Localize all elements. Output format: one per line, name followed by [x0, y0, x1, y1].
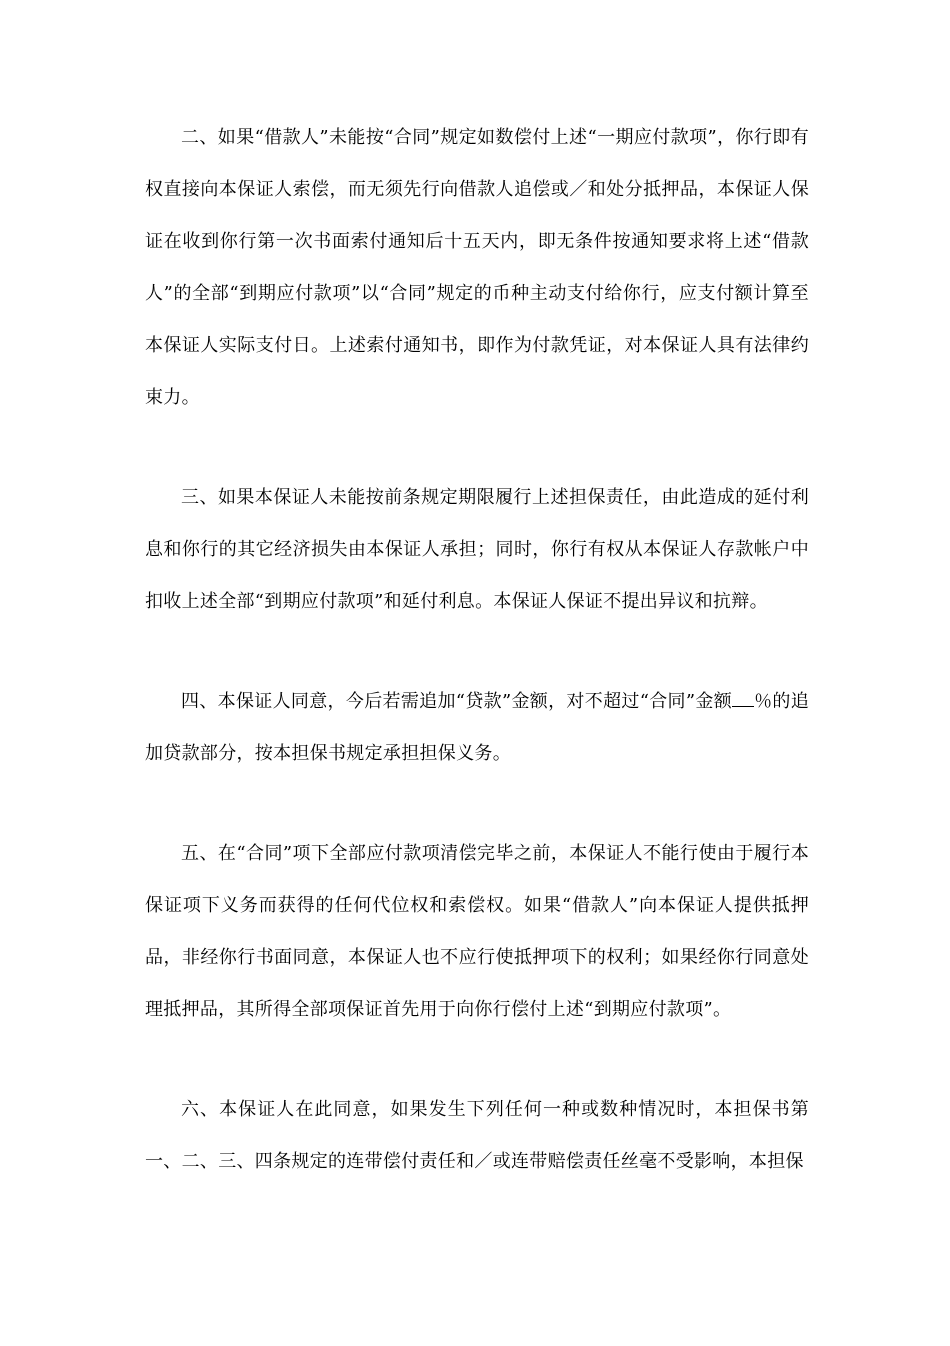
clause-4-text-before-blank: 四、本保证人同意，今后若需追加“贷款”金额，对不超过“合同”金额	[181, 691, 733, 712]
paragraph-spacer	[145, 780, 809, 828]
document-page	[145, 112, 809, 1188]
paragraph-spacer	[145, 1036, 809, 1084]
percentage-blank-line	[732, 692, 754, 707]
clause-4-text-after-blank: ％的追加贷款部分，按本担保书规定承担担保义务。	[145, 691, 810, 764]
clause-2-paragraph: 二、如果“借款人”未能按“合同”规定如数偿付上述“一期应付款项”，你行即有权直接向本保证人索偿，而无须先行向借款人追偿或／和处分抵押品，本保证人保证在收到你行第一次书面索付通知后十五天内，即无条件按通知要求将上述“借款人”的全部“到期应付款项”以“合同”规定的币种主动支付给你行，应支付额计算至本保证人实际支付日。上述索付通知书，即作为付款凭证，对本保证人具有法律约束力。	[145, 127, 809, 408]
clause-3-paragraph: 三、如果本保证人未能按前条规定期限履行上述担保责任，由此造成的延付利息和你行的其它经济损失由本保证人承担；同时，你行有权从本保证人存款帐户中扣收上述全部“到期应付款项”和延付利息。本保证人保证不提出异议和抗辩。	[145, 487, 809, 612]
clause-5-paragraph: 五、在“合同”项下全部应付款项清偿完毕之前，本保证人不能行使由于履行本保证项下义务而获得的任何代位权和索偿权。如果“借款人”向本保证人提供抵押品，非经你行书面同意，本保证人也不应行使抵押项下的权利；如果经你行同意处理抵押品，其所得全部项保证首先用于向你行偿付上述“到期应付款项”。	[145, 843, 809, 1020]
paragraph-spacer	[145, 628, 809, 676]
clause-6-paragraph: 六、本保证人在此同意，如果发生下列任何一种或数种情况时，本担保书第一、二、三、四条规定的连带偿付责任和／或连带赔偿责任丝毫不受影响，本担保	[145, 1099, 809, 1172]
paragraph-spacer	[145, 424, 809, 472]
clause-4-paragraph	[145, 676, 809, 780]
